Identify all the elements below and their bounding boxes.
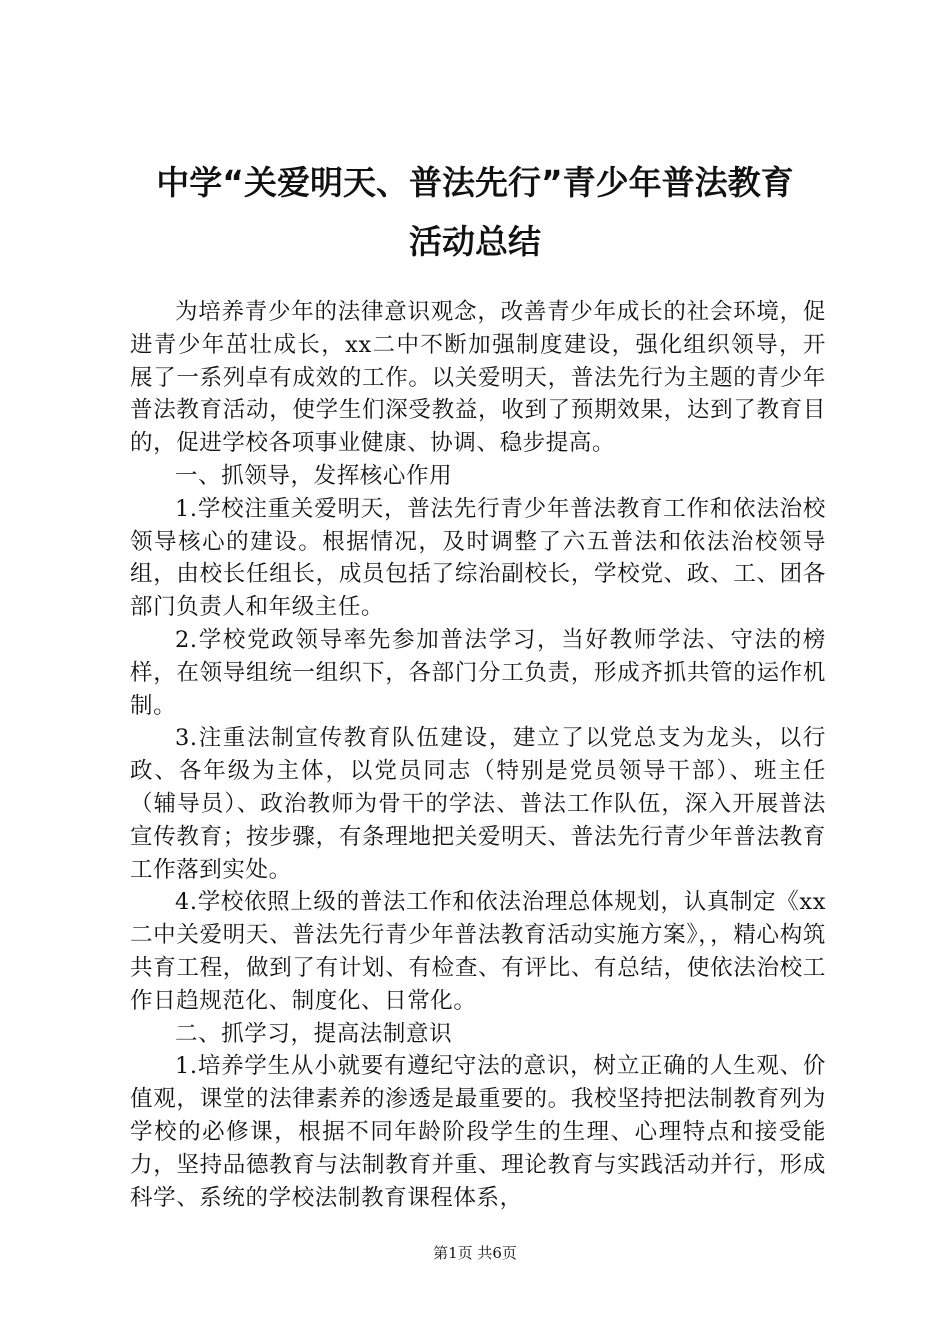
section-1-item-4: 4.学校依照上级的普法工作和依法治理总体规划，认真制定《xx二中关爱明天、普法先行青少年普法教育活动实施方案》，，精心构筑共育工程，做到了有计划、有检查、有评比、有总结，使依法治校工作日趋规范化、制度化、日常化。: [130, 889, 826, 1014]
document-title-line-2: 活动总结: [409, 222, 541, 261]
document-body: [130, 296, 826, 1214]
intro-paragraph: 为培养青少年的法律意识观念，改善青少年成长的社会环境，促进青少年茁壮成长，xx二中不断加强制度建设，强化组织领导，开展了一系列卓有成效的工作。以关爱明天，普法先行为主题的青少年普法教育活动，使学生们深受教益，收到了预期效果，达到了教育目的，促进学校各项事业健康、协调、稳步提高。: [130, 299, 826, 457]
section-1-item-2: 2.学校党政领导率先参加普法学习，当好教师学法、守法的榜样，在领导组统一组织下，各部门分工负责，形成齐抓共管的运作机制。: [130, 626, 826, 719]
page-number-footer: 第1页 共6页: [433, 1244, 517, 1262]
document-title-line-1: 中学“关爱明天、普法先行”青少年普法教育: [156, 163, 794, 202]
section-heading-1: 一、抓领导，发挥核心作用: [175, 462, 453, 489]
section-1-item-3: 3.注重法制宣传教育队伍建设，建立了以党总支为龙头，以行政、各年级为主体，以党员同志（特别是党员领导干部）、班主任（辅导员）、政治教师为骨干的学法、普法工作队伍，深入开展普法宣传教育；按步骤，有条理地把关爱明天、普法先行青少年普法教育工作落到实处。: [130, 725, 826, 883]
section-2-item-1: 1.培养学生从小就要有遵纪守法的意识，树立正确的人生观、价值观，课堂的法律素养的渗透是最重要的。我校坚持把法制教育列为学校的必修课，根据不同年龄阶段学生的生理、心理特点和接受能力，坚持品德教育与法制教育并重、理论教育与实践活动并行，形成科学、系统的学校法制教育课程体系，: [130, 1053, 826, 1211]
section-heading-2: 二、抓学习，提高法制意识: [175, 1020, 453, 1047]
section-1-item-1: 1.学校注重关爱明天，普法先行青少年普法教育工作和依法治校领导核心的建设。根据情况，及时调整了六五普法和依法治校领导组，由校长任组长，成员包括了综治副校长，学校党、政、工、团各部门负责人和年级主任。: [130, 495, 826, 621]
